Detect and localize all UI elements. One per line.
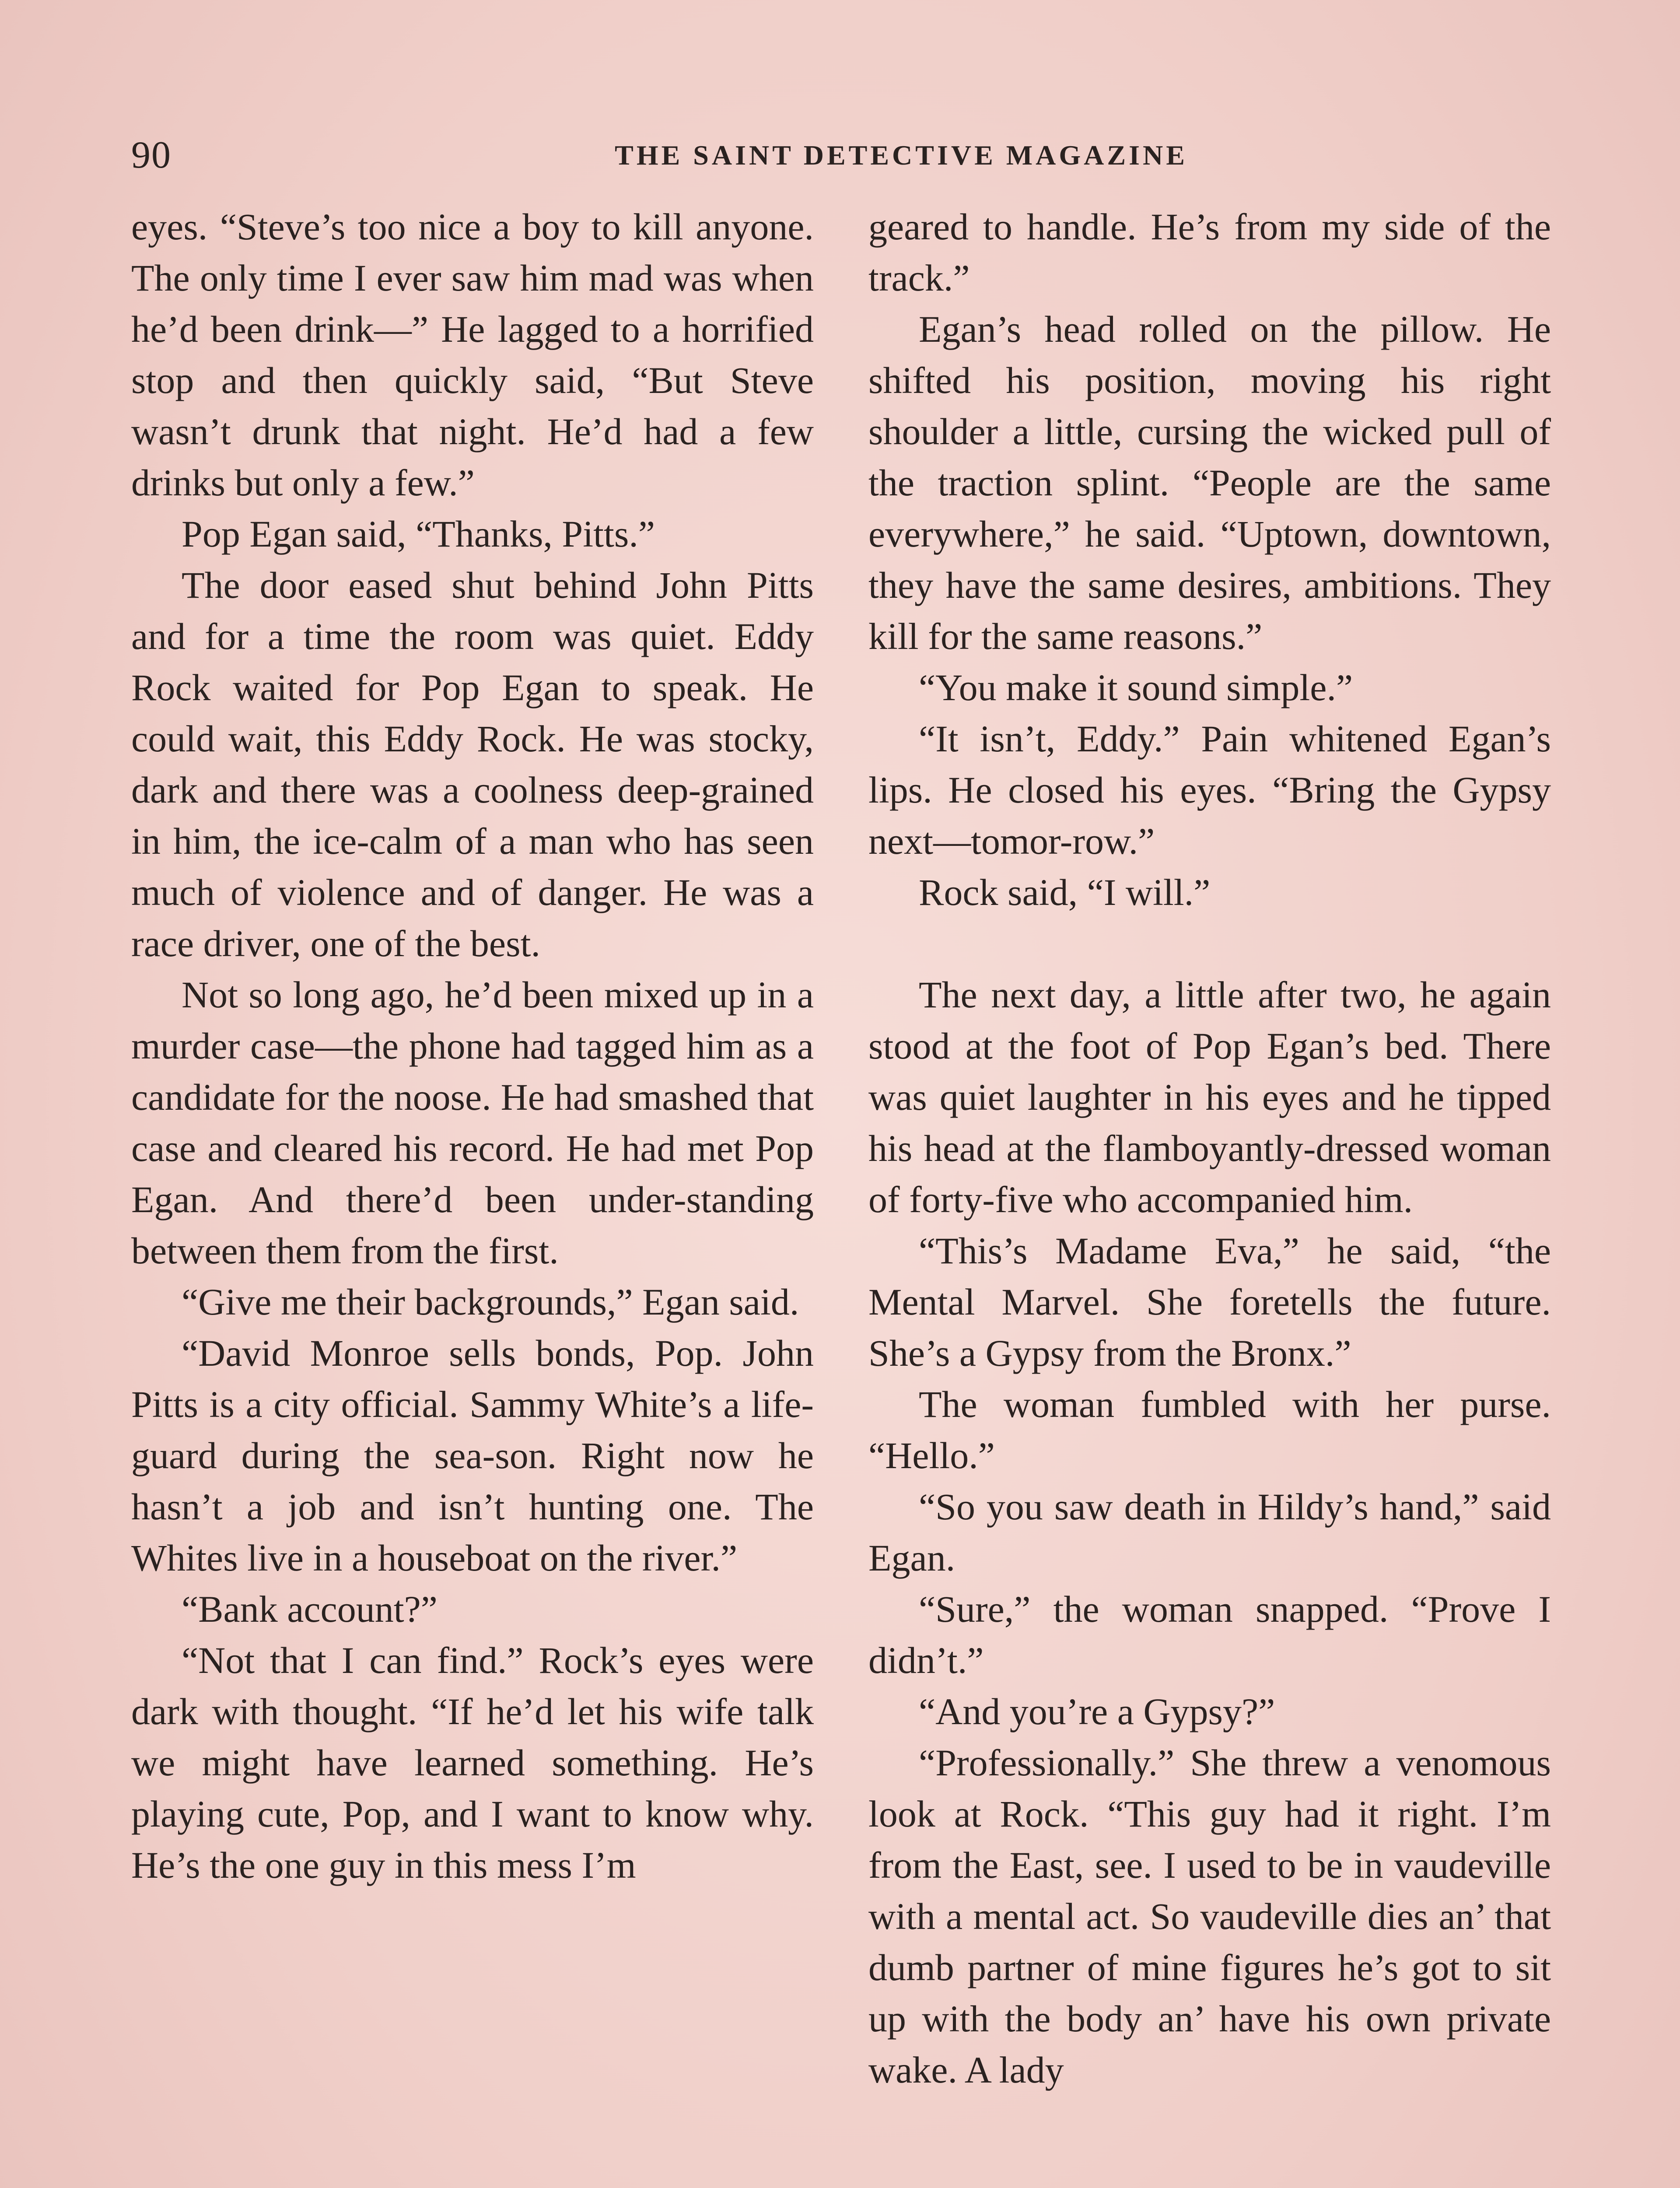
paragraph: “Sure,” the woman snapped. “Prove I didn’t.” [868, 1588, 1551, 1681]
paragraph: The woman fumbled with her purse. “Hello.” [868, 1383, 1551, 1476]
paragraph: “Professionally.” She threw a venomous look at Rock. “This guy had it right. I’m from the East, see. I used to be in vaudeville with a mental act. So vaudeville dies an’ that dumb partner of mine figures he’s got to sit up with the body an’ have his own private wake. A lady [868, 1742, 1551, 2091]
paragraph: The door eased shut behind John Pitts and for a time the room was quiet. Eddy Rock waited for Pop Egan to speak. He could wait, this Eddy Rock. He was stocky, dark and there was a coolness deep-grained in him, the ice-calm of a man who has seen much of violence and of danger. He was a race driver, one of the best. [131, 564, 814, 964]
paragraph: Pop Egan said, “Thanks, Pitts.” [182, 513, 655, 555]
paragraph: “Give me their backgrounds,” Egan said. [182, 1281, 799, 1323]
paragraph: “You make it sound simple.” [919, 666, 1353, 708]
paragraph: eyes. “Steve’s too nice a boy to kill anyone. The only time I ever saw him mad was when he’d been drink—” He lagged to a horrified stop and then quickly said, “But Steve wasn’t drunk that night. He’d had a few drinks but only a few.” [131, 206, 814, 504]
paragraph: “So you saw death in Hildy’s hand,” said Egan. [868, 1486, 1551, 1579]
paragraph: Not so long ago, he’d been mixed up in a murder case—the phone had tagged him as a candidate for the noose. He had smashed that case and cleared his record. He had met Pop Egan. And there’d been under-standing between them from the first. [131, 974, 814, 1272]
left-column [131, 201, 814, 1891]
running-title: THE SAINT DETECTIVE MAGAZINE [615, 140, 1188, 171]
paragraph: Egan’s head rolled on the pillow. He shifted his position, moving his right shoulder a little, cursing the wicked pull of the traction splint. “People are the same everywhere,” he said. “Uptown, downtown, they have the same desires, ambitions. They kill for the same reasons.” [868, 308, 1551, 657]
right-column [868, 201, 1551, 2096]
paragraph: The next day, a little after two, he again stood at the foot of Pop Egan’s bed. There was quiet laughter in his eyes and he tipped his head at the flamboyantly-dressed woman of forty-five who accompanied him. [868, 974, 1551, 1220]
page-header [131, 131, 1549, 179]
page-number: 90 [131, 134, 172, 176]
paragraph: geared to handle. He’s from my side of the track.” [868, 206, 1551, 299]
paragraph: Rock said, “I will.” [919, 871, 1211, 913]
paragraph: “Bank account?” [182, 1588, 438, 1630]
paragraph: “And you’re a Gypsy?” [919, 1690, 1275, 1732]
paragraph: “This’s Madame Eva,” he said, “the Mental Marvel. She foretells the future. She’s a Gypsy from the Bronx.” [868, 1230, 1551, 1374]
paragraph: “It isn’t, Eddy.” Pain whitened Egan’s lips. He closed his eyes. “Bring the Gypsy next—tomor-row.” [868, 718, 1551, 862]
paragraph: “Not that I can find.” Rock’s eyes were dark with thought. “If he’d let his wife talk we might have learned something. He’s playing cute, Pop, and I want to know why. He’s the one guy in this mess I’m [131, 1639, 814, 1886]
paragraph: “David Monroe sells bonds, Pop. John Pitts is a city official. Sammy White’s a life-guard during the sea-son. Right now he hasn’t a job and isn’t hunting one. The Whites live in a houseboat on the river.” [131, 1332, 814, 1579]
